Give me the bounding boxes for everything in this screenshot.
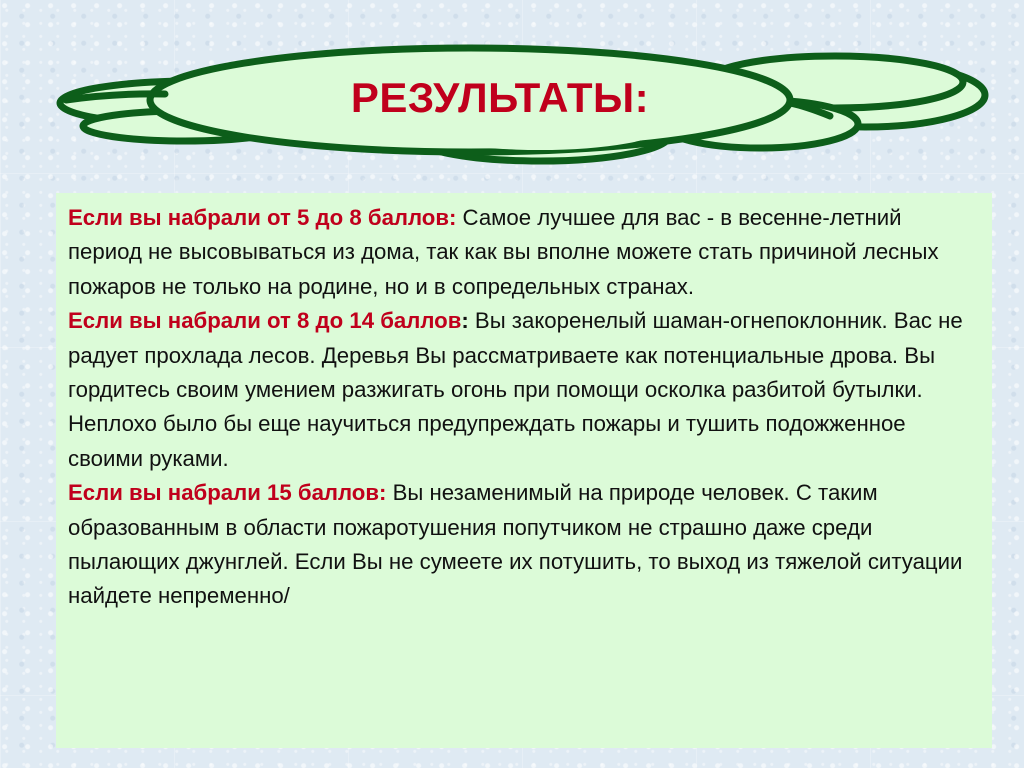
result-heading: Если вы набрали от 5 до 8 баллов:: [68, 205, 457, 230]
result-heading-text: Если вы набрали от 8 до 14 баллов: [68, 308, 462, 334]
result-item: [68, 201, 980, 304]
result-item: [68, 304, 980, 476]
result-heading: [68, 308, 469, 333]
result-text: Вы незаменимый на природе человек. С таким образованным в области пожаротушения попутчиком не страшно даже среди пылающих джунглей. Если Вы не сумеете их потушить, то выход из тяжелой ситуации найдете непременно/: [68, 480, 963, 609]
result-heading: Если вы набрали 15 баллов:: [68, 480, 387, 506]
result-text: Самое лучшее для вас - в весенне-летний период не высовываться из дома, так как вы вполне можете стать причиной лесных пожаров не только на родине, но и в сопредельных странах.: [68, 205, 939, 299]
results-panel: [56, 193, 992, 748]
result-heading-colon: :: [461, 308, 469, 334]
page-title: РЕЗУЛЬТАТЫ:: [350, 74, 650, 121]
result-item: [68, 476, 980, 614]
result-text: Вы закоренелый шаман-огнепоклонник. Вас не радует прохлада лесов. Деревья Вы рассматриваете как потенциальные дрова. Вы гордитесь своим умением разжигать огонь при помощи осколка разбитой бутылки. Неплохо было бы еще научиться предупреждать пожары и тушить подожженное своими руками.: [68, 308, 963, 471]
